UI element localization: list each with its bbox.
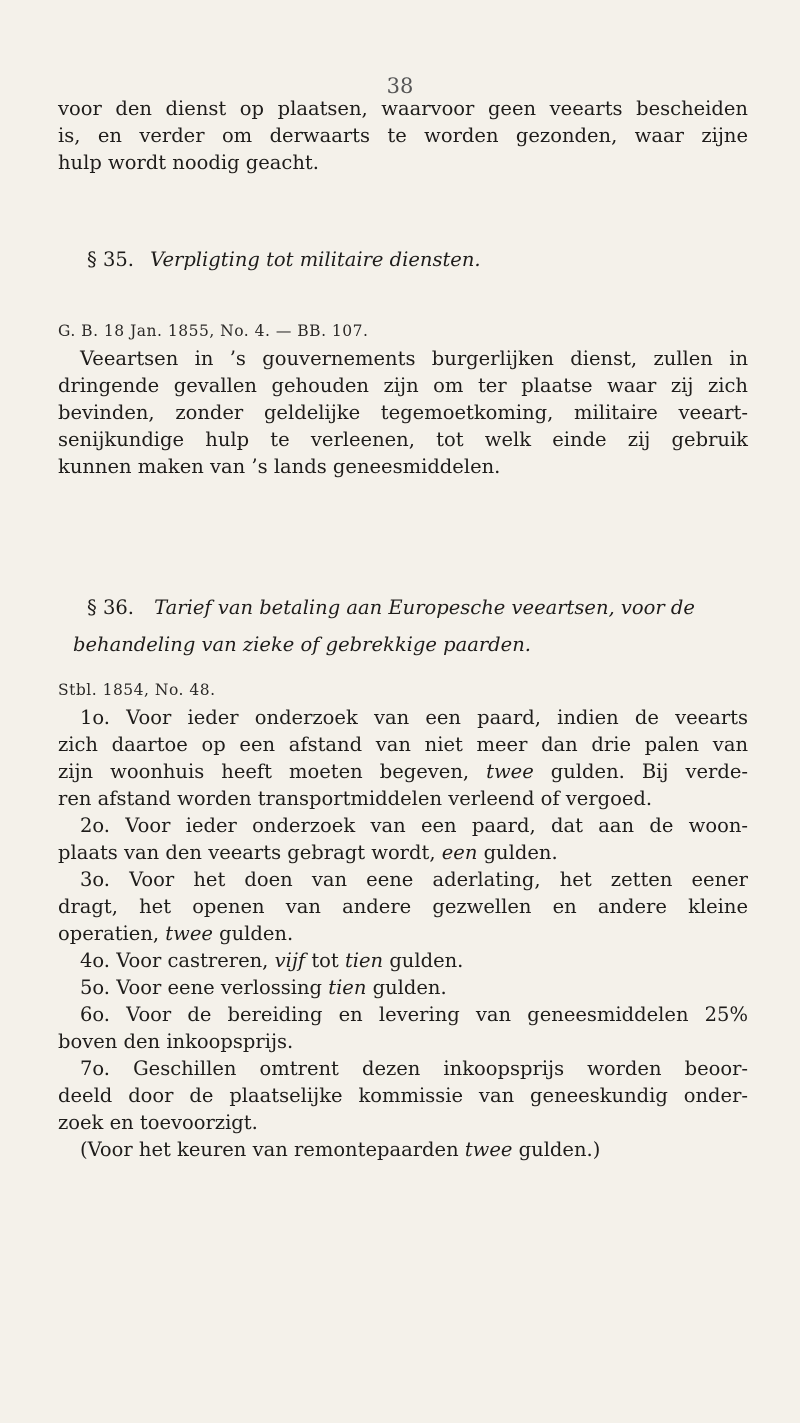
text-line: kunnen maken van ’s lands geneesmiddelen. xyxy=(58,455,501,478)
text-line: 7o. Geschillen omtrent dezen inkoopsprijs worden beoor- xyxy=(80,1057,748,1080)
text-line: 6o. Voor de bereiding en levering van geneesmiddelen 25% xyxy=(80,1003,748,1026)
section-title: Verpligting tot militaire diensten. xyxy=(150,248,481,271)
text-line: dringende gevallen gehouden zijn om ter plaatse waar zij zich xyxy=(58,374,748,397)
text-line: bevinden, zonder geldelijke tegemoetkoming, militaire veeart- xyxy=(58,401,748,424)
text-line: Veeartsen in ’s gouvernements burgerlijken dienst, zullen in xyxy=(80,347,748,370)
section-36-body xyxy=(58,704,748,1163)
page-number: 38 xyxy=(386,74,414,98)
text-line: voor den dienst op plaatsen, waarvoor geen veearts bescheiden xyxy=(58,97,748,120)
text-line: boven den inkoopsprijs. xyxy=(58,1030,294,1053)
section-number: § 36. xyxy=(87,596,134,619)
text-line: (Voor het keuren van remontepaarden twee gulden.) xyxy=(80,1138,601,1161)
text-line: operatien, twee gulden. xyxy=(58,922,294,945)
section-36-heading xyxy=(73,589,767,663)
text-line: hulp wordt noodig geacht. xyxy=(58,151,319,174)
text-line: 2o. Voor ieder onderzoek van een paard, dat aan de woon- xyxy=(80,814,748,837)
text-line: 4o. Voor castreren, vijf tot tien gulden. xyxy=(80,949,464,972)
intro-paragraph xyxy=(58,95,748,176)
text-line: zoek en toevoorzigt. xyxy=(58,1111,258,1134)
section-title-line: Tarief van betaling aan Europesche veeartsen, voor de xyxy=(154,596,695,619)
text-line: zijn woonhuis heeft moeten begeven, twee gulden. Bij verde- xyxy=(58,760,748,783)
section-35-body xyxy=(58,345,748,480)
text-line: plaats van den veearts gebragt wordt, een gulden. xyxy=(58,841,558,864)
text-line: ren afstand worden transportmiddelen verleend of vergoed. xyxy=(58,787,653,810)
section-title-line: behandeling van zieke of gebrekkige paarden. xyxy=(73,633,531,656)
section-36-reference: Stbl. 1854, No. 48. xyxy=(58,681,216,699)
text-line: deeld door de plaatselijke kommissie van geneeskundig onder- xyxy=(58,1084,748,1107)
text-line: 3o. Voor het doen van eene aderlating, het zetten eener xyxy=(80,868,748,891)
section-35-reference: G. B. 18 Jan. 1855, No. 4. — BB. 107. xyxy=(58,322,369,340)
text-line: senijkundige hulp te verleenen, tot welk einde zij gebruik xyxy=(58,428,748,451)
text-line: zich daartoe op een afstand van niet meer dan drie palen van xyxy=(58,733,748,756)
section-35-heading xyxy=(87,241,767,278)
section-number: § 35. xyxy=(87,248,134,271)
text-line: 5o. Voor eene verlossing tien gulden. xyxy=(80,976,447,999)
text-line: is, en verder om derwaarts te worden gezonden, waar zijne xyxy=(58,124,748,147)
text-line: dragt, het openen van andere gezwellen en andere kleine xyxy=(58,895,748,918)
text-line: 1o. Voor ieder onderzoek van een paard, indien de veearts xyxy=(80,706,748,729)
